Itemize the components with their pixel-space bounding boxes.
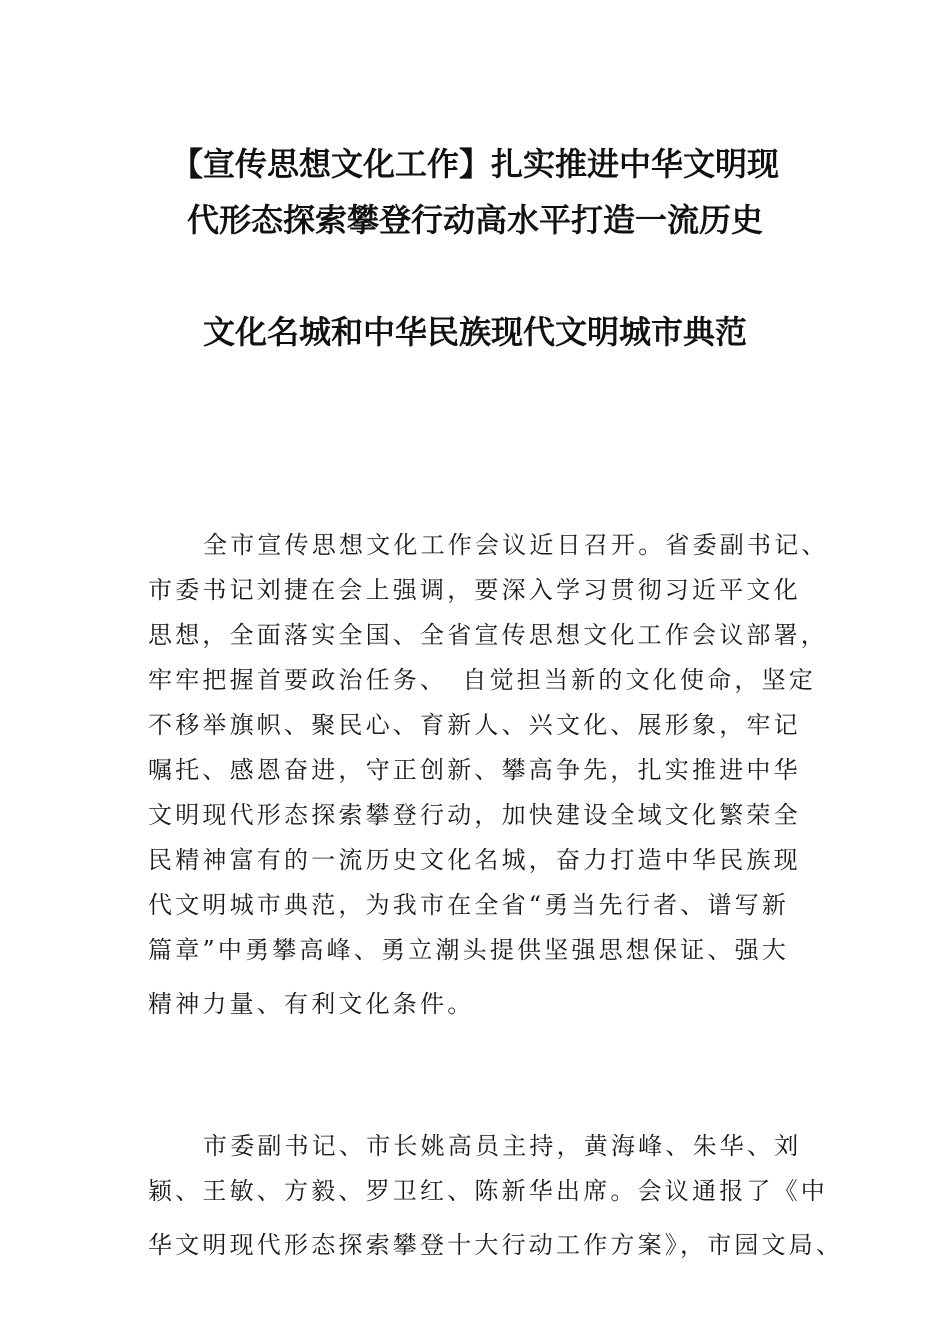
paragraph-line: 全市宣传思想文化工作会议近日召开。省委副书记、 [203, 531, 829, 559]
paragraph-line: 颖、王敏、方毅、罗卫红、陈新华出席。会议通报了《中 [148, 1177, 828, 1205]
body-paragraph [148, 1124, 844, 1268]
paragraph-line: 市委副书记、市长姚高员主持，黄海峰、朱华、刘 [203, 1132, 802, 1160]
paragraph-line: 不移举旗帜、聚民心、育新人、兴文化、展形象，牢记 [148, 711, 801, 739]
paragraph-line: 嘱托、感恩奋进，守正创新、攀高争先，扎实推进中华 [148, 756, 801, 784]
document-title [140, 136, 810, 248]
paragraph-line: 文明现代形态探索攀登行动，加快建设全域文化繁荣全 [148, 801, 801, 829]
paragraph-line: 牢牢把握首要政治任务、 自觉担当新的文化使命，坚定 [148, 666, 816, 694]
paragraph-line: 思想，全面落实全国、全省宣传思想文化工作会议部署， [148, 621, 828, 649]
title-line: 文化名城和中华民族现代文明城市典范 [202, 313, 747, 351]
paragraph-line: 市委书记刘捷在会上强调，要深入学习贯彻习近平文化 [148, 576, 801, 604]
paragraph-line: 民精神富有的一流历史文化名城，奋力打造中华民族现 [148, 846, 801, 874]
paragraph-line: 篇章”中勇攀高峰、勇立潮头提供坚强思想保证、强大 [148, 936, 790, 964]
paragraph-line: 华文明现代形态探索攀登十大行动工作方案》，市园文局、 [148, 1231, 844, 1259]
paragraph-line: 精神力量、有利文化条件。 [148, 990, 475, 1018]
title-line: 【宣传思想文化工作】扎实推进中华文明现 [170, 145, 779, 183]
document-title-continued [140, 304, 810, 360]
paragraph-line: 代文明城市典范，为我市在全省“勇当先行者、谱写新 [148, 891, 790, 919]
title-line: 代形态探索攀登行动高水平打造一流历史 [186, 201, 763, 239]
body-paragraph [148, 523, 829, 1027]
